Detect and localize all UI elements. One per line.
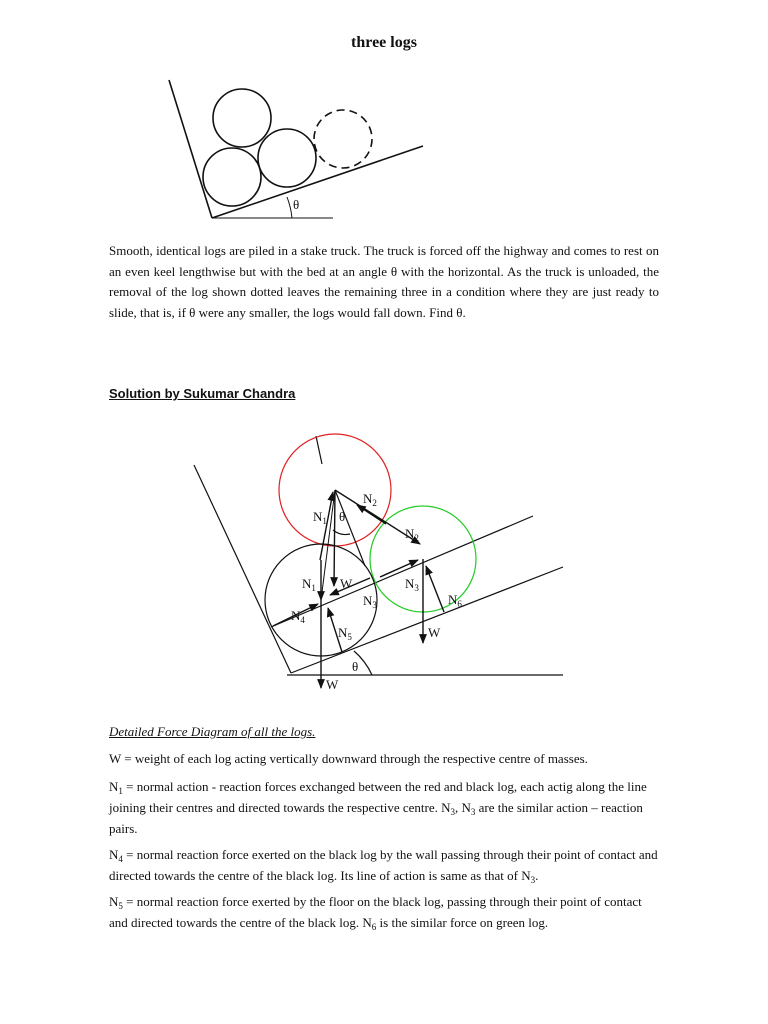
n5-symbol: N (109, 894, 119, 909)
arrow-n6 (426, 566, 444, 612)
n4-symbol: N (109, 847, 119, 862)
label-n1-black: $N_1$ (302, 576, 316, 593)
n4-text: = normal reaction force exerted on the black log by the wall passing through their point of contact and directed towards the centre of the black log. Its line of action is same as that of N (109, 847, 658, 883)
definition-n5: $N_5$ = normal reaction force exerted by the floor on the black log, passing through their point of contact and directed towards the centre of the black log. $N_6$ is the similar force on green log. (109, 894, 642, 932)
figure-2-force-diagram (194, 434, 563, 675)
n1-tail: are the similar action – reaction pairs. (109, 800, 643, 836)
definition-w: W = weight of each log acting vertically downward through the respective centre of masses. (109, 751, 588, 766)
label-n2-mid: $N_2$ (405, 526, 419, 543)
label-theta-bottom: θ (352, 659, 359, 674)
label-n2-top: $N_2$ (363, 491, 377, 508)
wall-line (194, 465, 291, 673)
n1-symbol: N (109, 779, 119, 794)
label-n1-top: $N_1$ (313, 509, 327, 526)
label-theta-top: θ (339, 509, 346, 524)
n4-tail: . (535, 868, 539, 883)
angle-arc (287, 197, 292, 218)
n5-text: = normal reaction force exerted by the floor on the black log, passing through their point of contact and directed towards the centre of the black log. N (109, 894, 642, 930)
arrow-w-red (334, 490, 335, 586)
definition-n1: $N_1$ = normal action - reaction forces exchanged between the red and black log, each actig along the line joining their centres and directed towards the respective centre. $N_3$, $N_3$ are the similar action – reaction pairs. (109, 779, 647, 836)
label-w-black-top: W (340, 576, 353, 591)
log-bottom-right (258, 129, 316, 187)
construction-line (335, 490, 365, 566)
label-n6: $N_6$ (448, 592, 462, 609)
arrow-n3-green (380, 560, 418, 577)
red-black-centre-line (316, 436, 322, 464)
figure-1-angle-label: θ (293, 197, 300, 212)
solution-heading: Solution by Sukumar Chandra (109, 386, 296, 401)
page-title: three logs (351, 34, 417, 51)
n5-tail: is the similar force on green log. (376, 915, 549, 930)
log-dotted-removed (314, 110, 372, 168)
label-n3-right: $N_3$ (405, 576, 419, 593)
label-n5: $N_5$ (338, 625, 352, 642)
log-top (213, 89, 271, 147)
label-w-bottom: W (326, 677, 339, 692)
top-angle-arc (333, 530, 350, 534)
label-n3-left: $N_3$ (363, 593, 377, 610)
n1-text: = normal action - reaction forces exchanged between the red and black log, each actig along the line joining their centres and directed towards the respective centre. N (109, 779, 647, 815)
log-bottom-left (203, 148, 261, 206)
truck-bed-line (212, 146, 423, 218)
definition-n4: $N_4$ = normal reaction force exerted on the black log by the wall passing through their point of contact and directed towards the centre of the black log. Its line of action is same as that of $N_3$. (109, 847, 658, 885)
label-w-green: W (428, 625, 441, 640)
problem-statement: Smooth, identical logs are piled in a stake truck. The truck is forced off the highway and comes to rest on an even keel lengthwise but with the bed at an angle θ with the horizontal. As the truck is unloaded, the removal of the log shown dotted leaves the remaining three in a condition where they are just ready to slide, that is, if θ were any smaller, the logs would fall down. Find θ. (109, 243, 659, 320)
n1-sep: , N (454, 800, 471, 815)
figure-caption: Detailed Force Diagram of all the logs. (109, 724, 316, 739)
truck-wall-line (169, 80, 212, 218)
arrow-n1-red (320, 492, 333, 560)
label-n4: $N_4$ (291, 608, 305, 625)
